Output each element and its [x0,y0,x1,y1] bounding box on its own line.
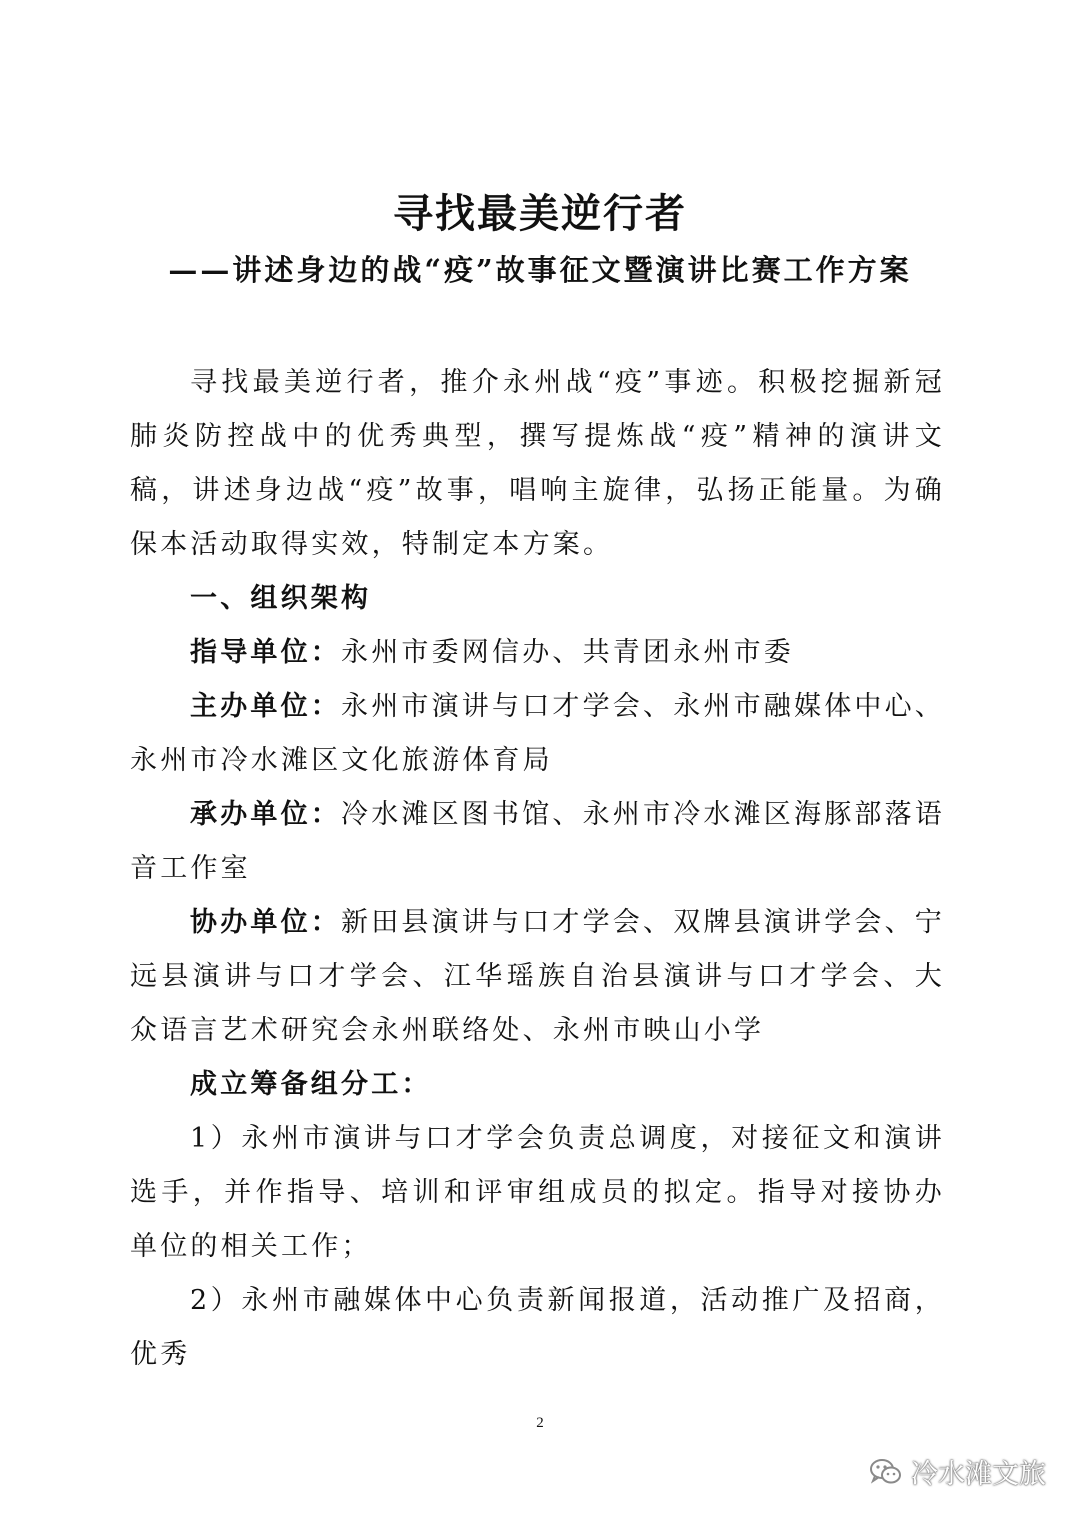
prep-item-2: 2）永州市融媒体中心负责新闻报道，活动推广及招商，优秀 [130,1285,945,1370]
prep-group-heading: 成立筹备组分工： [190,1069,432,1100]
watermark-text: 冷水滩文旅 [911,1459,1046,1490]
host-unit-label: 主办单位： [190,691,341,722]
guide-unit-label: 指导单位： [190,637,341,668]
coorganizer-unit-paragraph [130,896,945,1058]
document-body [130,356,945,1382]
document-title: 寻找最美逆行者 [393,190,687,237]
organizer-unit-label: 承办单位： [190,799,341,830]
section-heading-organization: 一、组织架构 [190,583,372,614]
wechat-icon [869,1457,903,1487]
host-unit-paragraph [130,680,945,788]
organizer-unit-text: 冷水滩区图书馆、永州市冷水滩区海豚部落语音工作室 [130,799,945,884]
page-number: 2 [536,1415,544,1431]
guide-unit-text: 永州市委网信办、共青团永州市委 [341,637,794,668]
organizer-unit-paragraph [130,788,945,896]
coorganizer-unit-label: 协办单位： [190,907,341,938]
wechat-watermark [869,1452,1046,1491]
host-unit-text: 永州市演讲与口才学会、永州市融媒体中心、永州市冷水滩区文化旅游体育局 [130,691,945,776]
guide-unit-paragraph [130,626,945,680]
prep-item-1: 1）永州市演讲与口才学会负责总调度，对接征文和演讲选手，并作指导、培训和评审组成员的拟定。指导对接协办单位的相关工作； [130,1123,945,1262]
coorganizer-unit-text: 新田县演讲与口才学会、双牌县演讲学会、宁远县演讲与口才学会、江华瑶族自治县演讲与口才学会、大众语言艺术研究会永州联络处、永州市映山小学 [130,907,945,1046]
intro-paragraph: 寻找最美逆行者，推介永州战“疫”事迹。积极挖掘新冠肺炎防控战中的优秀典型，撰写提炼战“疫”精神的演讲文稿，讲述身边战“疫”故事，唱响主旋律，弘扬正能量。为确保本活动取得实效，特制定本方案。 [130,367,945,560]
document-subtitle: ——讲述身边的战“疫”故事征文暨演讲比赛工作方案 [168,253,912,287]
